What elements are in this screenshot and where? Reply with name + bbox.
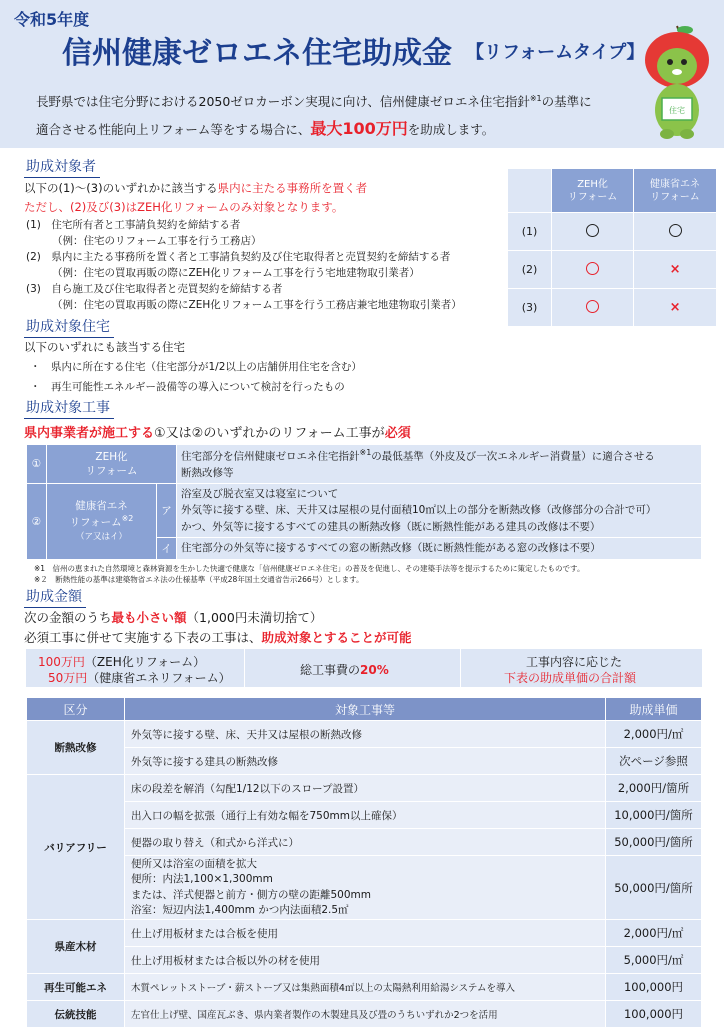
- header-category: 区分: [27, 698, 125, 721]
- cross-mark-icon: ×: [669, 262, 681, 277]
- row-desc-line: 浴室：短辺内法1,400mm かつ内法面積2.5㎡: [131, 903, 349, 916]
- works-lead: [24, 422, 411, 441]
- divider: [244, 649, 245, 687]
- eligible-item-3-example: （例：住宅の買取再販の際にZEH化リフォーム工事を行う工務店兼宅地建物取引業者）: [52, 299, 462, 311]
- table-row: [27, 445, 702, 484]
- work-name-note: （ア又はイ）: [75, 532, 127, 543]
- category-timber: 県産木材: [27, 920, 125, 974]
- intro-text-2-end: を助成します。: [407, 122, 495, 137]
- work-desc: 住宅部分の外気等に接するすべての窓の断熱改修（既に断熱性能がある窓の改修は不要）: [177, 538, 702, 560]
- row-price: 100,000円: [606, 1001, 702, 1028]
- table-row: [27, 829, 702, 856]
- intro-line-2: [36, 116, 494, 139]
- apple-mascot-icon: [640, 22, 714, 140]
- amount-text: 次の金額のうち: [24, 610, 112, 625]
- row-desc: 外気等に接する壁、床、天井又は屋根の断熱改修: [125, 721, 606, 748]
- table-row: [27, 748, 702, 775]
- work-desc-text: かつ、外気等に接するすべての建具の断熱改修（既に断熱性能がある建具の改修は不要）: [181, 520, 601, 533]
- work-name-text: リフォーム: [85, 465, 138, 478]
- page-title: 信州健康ゼロエネ住宅助成金: [62, 36, 452, 71]
- housing-item-2: [30, 379, 345, 394]
- row-label: (1): [508, 213, 552, 251]
- eligible-line-1: [24, 180, 367, 196]
- work-desc-text: 断熱改修等: [181, 466, 234, 479]
- row-price: 2,000円/㎡: [606, 920, 702, 947]
- divider: [460, 649, 461, 687]
- table-row: [27, 856, 702, 920]
- table-row: [508, 213, 717, 251]
- works-table: [26, 444, 702, 560]
- col-header-text: ZEH化: [577, 178, 608, 190]
- fiscal-year: 令和5年度: [14, 10, 90, 29]
- amount-text: （1,000円未満切捨て）: [186, 610, 323, 625]
- row-desc: 左官仕上げ壁、国産瓦ぶき、県内業者製作の木製建具及び畳のうちいずれか2つを活用: [125, 1001, 606, 1028]
- footnote-ref: ※1: [529, 93, 542, 103]
- footnote-ref: ※2: [121, 513, 134, 523]
- work-name-text: ZEH化: [95, 450, 128, 463]
- item-text: 県内に主たる事務所を置く者と工事請負契約及び住宅取得者と売買契約を締結する者: [51, 251, 451, 263]
- amount-text: 必須工事に併せて実施する下表の工事は、: [24, 630, 262, 645]
- row-price: 2,000円/㎡: [606, 721, 702, 748]
- row-label: (2): [508, 251, 552, 289]
- intro-text-2: 適合させる性能向上リフォーム等をする場合に、: [36, 122, 311, 137]
- amount-red: 最も小さい額: [111, 610, 187, 625]
- header-work: 対象工事等: [125, 698, 606, 721]
- footnotes: [34, 563, 584, 586]
- row-price: 5,000円/㎡: [606, 947, 702, 974]
- housing-item-text: 県内に所在する住宅（住宅部分が1/2以上の店舗併用住宅を含む）: [51, 361, 362, 373]
- eligible-item-1: [26, 217, 240, 232]
- eligible-item-3: [26, 281, 282, 296]
- work-number: ②: [27, 484, 47, 560]
- red-circle-mark-icon: [586, 300, 599, 313]
- item-label: (2): [26, 251, 41, 263]
- work-desc-text: の最低基準（外皮及び一次エネルギー消費量）に適合させる: [371, 450, 655, 463]
- amount-red: 助成対象とすることが可能: [261, 630, 412, 645]
- eligible-line1-text: 以下の(1)～(3)のいずれかに該当する: [24, 181, 218, 195]
- table-row: [27, 1001, 702, 1028]
- category-barrier-free: バリアフリー: [27, 775, 125, 920]
- work-name-text: リフォーム: [69, 516, 122, 529]
- work-sub-label: イ: [157, 538, 177, 560]
- works-lead-required: 必須: [384, 426, 411, 441]
- amount-red: 20%: [360, 663, 389, 677]
- category-craft: 伝統技能: [27, 1001, 125, 1028]
- table-row: [27, 802, 702, 829]
- amount-option-a2: [48, 669, 231, 686]
- table-row: [27, 484, 702, 538]
- col-header-zeh: [552, 169, 634, 213]
- row-desc: [125, 856, 606, 920]
- row-desc: 仕上げ用板材または合板を使用: [125, 920, 606, 947]
- red-circle-mark-icon: [586, 262, 599, 275]
- eligible-line1-red: 県内に主たる事務所を置く者: [217, 181, 368, 195]
- table-row: [27, 974, 702, 1001]
- work-desc-text: 住宅部分を信州健康ゼロエネ住宅指針: [181, 450, 360, 463]
- subsidy-table: [26, 697, 702, 1028]
- category-renewable: 再生可能エネ: [27, 974, 125, 1001]
- cell-mark: [634, 289, 717, 327]
- item-label: (3): [26, 283, 41, 295]
- table-row: [27, 947, 702, 974]
- row-desc-line: または、洋式便器と前方・側方の壁の距離500mm: [131, 888, 371, 901]
- eligible-item-2: [26, 249, 450, 264]
- work-number: ①: [27, 445, 47, 484]
- row-price: 2,000円/箇所: [606, 775, 702, 802]
- footnote-2: ※２ 断熱性能の基準は建築物省エネ法の仕様基準（平成28年国土交通省告示266号）とします。: [34, 575, 364, 585]
- works-lead-text: ①又は②のいずれかのリフォーム工事が: [154, 426, 385, 441]
- row-price: 50,000円/箇所: [606, 829, 702, 856]
- circle-mark-icon: [586, 224, 599, 237]
- intro-line-1: [36, 92, 592, 110]
- work-name: [47, 484, 157, 560]
- work-desc-text: 浴室及び脱衣室又は寝室について: [181, 488, 339, 501]
- cell-mark: [634, 251, 717, 289]
- row-desc-line: 便所：内法1,100×1,300mm: [131, 873, 273, 886]
- mascot-sign-text: 住宅: [669, 106, 685, 115]
- row-price: 50,000円/箇所: [606, 856, 702, 920]
- section-amount-heading: 助成金額: [24, 586, 86, 608]
- housing-item-1: [30, 359, 362, 374]
- col-header-text: リフォーム: [567, 191, 618, 203]
- circle-mark-icon: [669, 224, 682, 237]
- table-row: [27, 920, 702, 947]
- col-header-text: リフォーム: [650, 191, 700, 203]
- row-price: 10,000円/箇所: [606, 802, 702, 829]
- program-type: 【リフォームタイプ】: [466, 42, 645, 63]
- cell-mark: [552, 213, 634, 251]
- housing-item-text: 再生可能性エネルギー設備等の導入について検討を行ったもの: [51, 381, 345, 393]
- bullet: ・: [30, 361, 41, 373]
- amount-option-c-line1: 工事内容に応じた: [526, 655, 623, 669]
- table-row: [508, 251, 717, 289]
- header-price: 助成単価: [606, 698, 702, 721]
- item-text: 住宅所有者と工事請負契約を締結する者: [51, 219, 241, 231]
- amount-red: 100万円: [38, 655, 85, 669]
- section-works-heading: 助成対象工事: [24, 397, 114, 419]
- amount-text: （健康省エネリフォーム）: [87, 671, 231, 685]
- row-desc: 仕上げ用板材または合板以外の材を使用: [125, 947, 606, 974]
- eligible-item-2-example: （例：住宅の買取再販の際にZEH化リフォーム工事を行う宅地建物取引業者）: [52, 267, 420, 279]
- table-corner: [508, 169, 552, 213]
- eligibility-table: [507, 168, 717, 327]
- row-desc-line: 便所又は浴室の面積を拡大: [131, 858, 257, 871]
- amount-option-b: [300, 661, 389, 678]
- col-header-text: 健康省エネ: [650, 178, 701, 190]
- intro-text: 長野県では住宅分野における2050ゼロカーボン実現に向け、信州健康ゼロエネ住宅指針: [36, 94, 530, 109]
- row-desc: 出入口の幅を拡張（通行上有効な幅を750mm以上確保）: [125, 802, 606, 829]
- footnote-ref: ※1: [359, 448, 372, 457]
- amount-text: 総工事費の: [300, 663, 361, 677]
- work-desc-text: 外気等に接する壁、床、天井又は屋根の見付面積10㎡以上の部分を断熱改修（改修部分の合計で可）: [181, 504, 657, 517]
- amount-red: 50万円: [48, 671, 88, 685]
- amount-text: （ZEH化リフォーム）: [84, 655, 206, 669]
- cell-mark: [634, 213, 717, 251]
- work-desc: [177, 484, 702, 538]
- amount-line-1: [24, 608, 322, 626]
- amount-box: [26, 649, 702, 687]
- amount-option-c-line2: 下表の助成単価の合計額: [504, 671, 637, 685]
- table-row: [508, 289, 717, 327]
- bullet: ・: [30, 381, 41, 393]
- section-eligible-heading: 助成対象者: [24, 156, 100, 178]
- work-name-text: 健康省エネ: [75, 500, 128, 513]
- work-desc: [177, 445, 702, 484]
- works-lead-red: 県内事業者が施工する: [24, 426, 155, 441]
- row-desc: 便器の取り替え（和式から洋式に）: [125, 829, 606, 856]
- eligible-line-2: ただし、(2)及び(3)はZEH化リフォームのみ対象となります。: [24, 200, 344, 214]
- amount-line-2: [24, 628, 412, 646]
- item-label: (1): [26, 219, 41, 231]
- amount-option-a1: [38, 653, 205, 670]
- row-price: 次ページ参照: [606, 748, 702, 775]
- cell-mark: [552, 251, 634, 289]
- cell-mark: [552, 289, 634, 327]
- row-desc: 木質ペレットストーブ・薪ストーブ又は集熱面積4㎡以上の太陽熱利用給湯システムを導入: [125, 974, 606, 1001]
- item-text: 自ら施工及び住宅取得者と売買契約を締結する者: [51, 283, 283, 295]
- col-header-kenko: [634, 169, 717, 213]
- work-sub-label: ア: [157, 484, 177, 538]
- row-price: 100,000円: [606, 974, 702, 1001]
- row-desc: 床の段差を解消（勾配1/12以下のスロープ設置）: [125, 775, 606, 802]
- footnote-1: ※1 信州の恵まれた自然環境と森林資源を生かした快適で健康な「信州健康ゼロエネ住宅」の普及を促進し、その建築手法等を提示するために策定したものです。: [34, 564, 585, 573]
- row-label: (3): [508, 289, 552, 327]
- row-desc: 外気等に接する建具の断熱改修: [125, 748, 606, 775]
- work-name: [47, 445, 177, 484]
- category-insulation: 断熱改修: [27, 721, 125, 775]
- table-row: [27, 721, 702, 748]
- table-row: [27, 775, 702, 802]
- housing-intro: 以下のいずれにも該当する住宅: [24, 340, 185, 354]
- max-amount-highlight: 最大100万円: [310, 119, 408, 138]
- eligible-item-1-example: （例：住宅のリフォーム工事を行う工務店）: [52, 235, 262, 247]
- intro-text-end: の基準に: [541, 94, 592, 109]
- section-housing-heading: 助成対象住宅: [24, 316, 114, 338]
- cross-mark-icon: ×: [669, 300, 681, 315]
